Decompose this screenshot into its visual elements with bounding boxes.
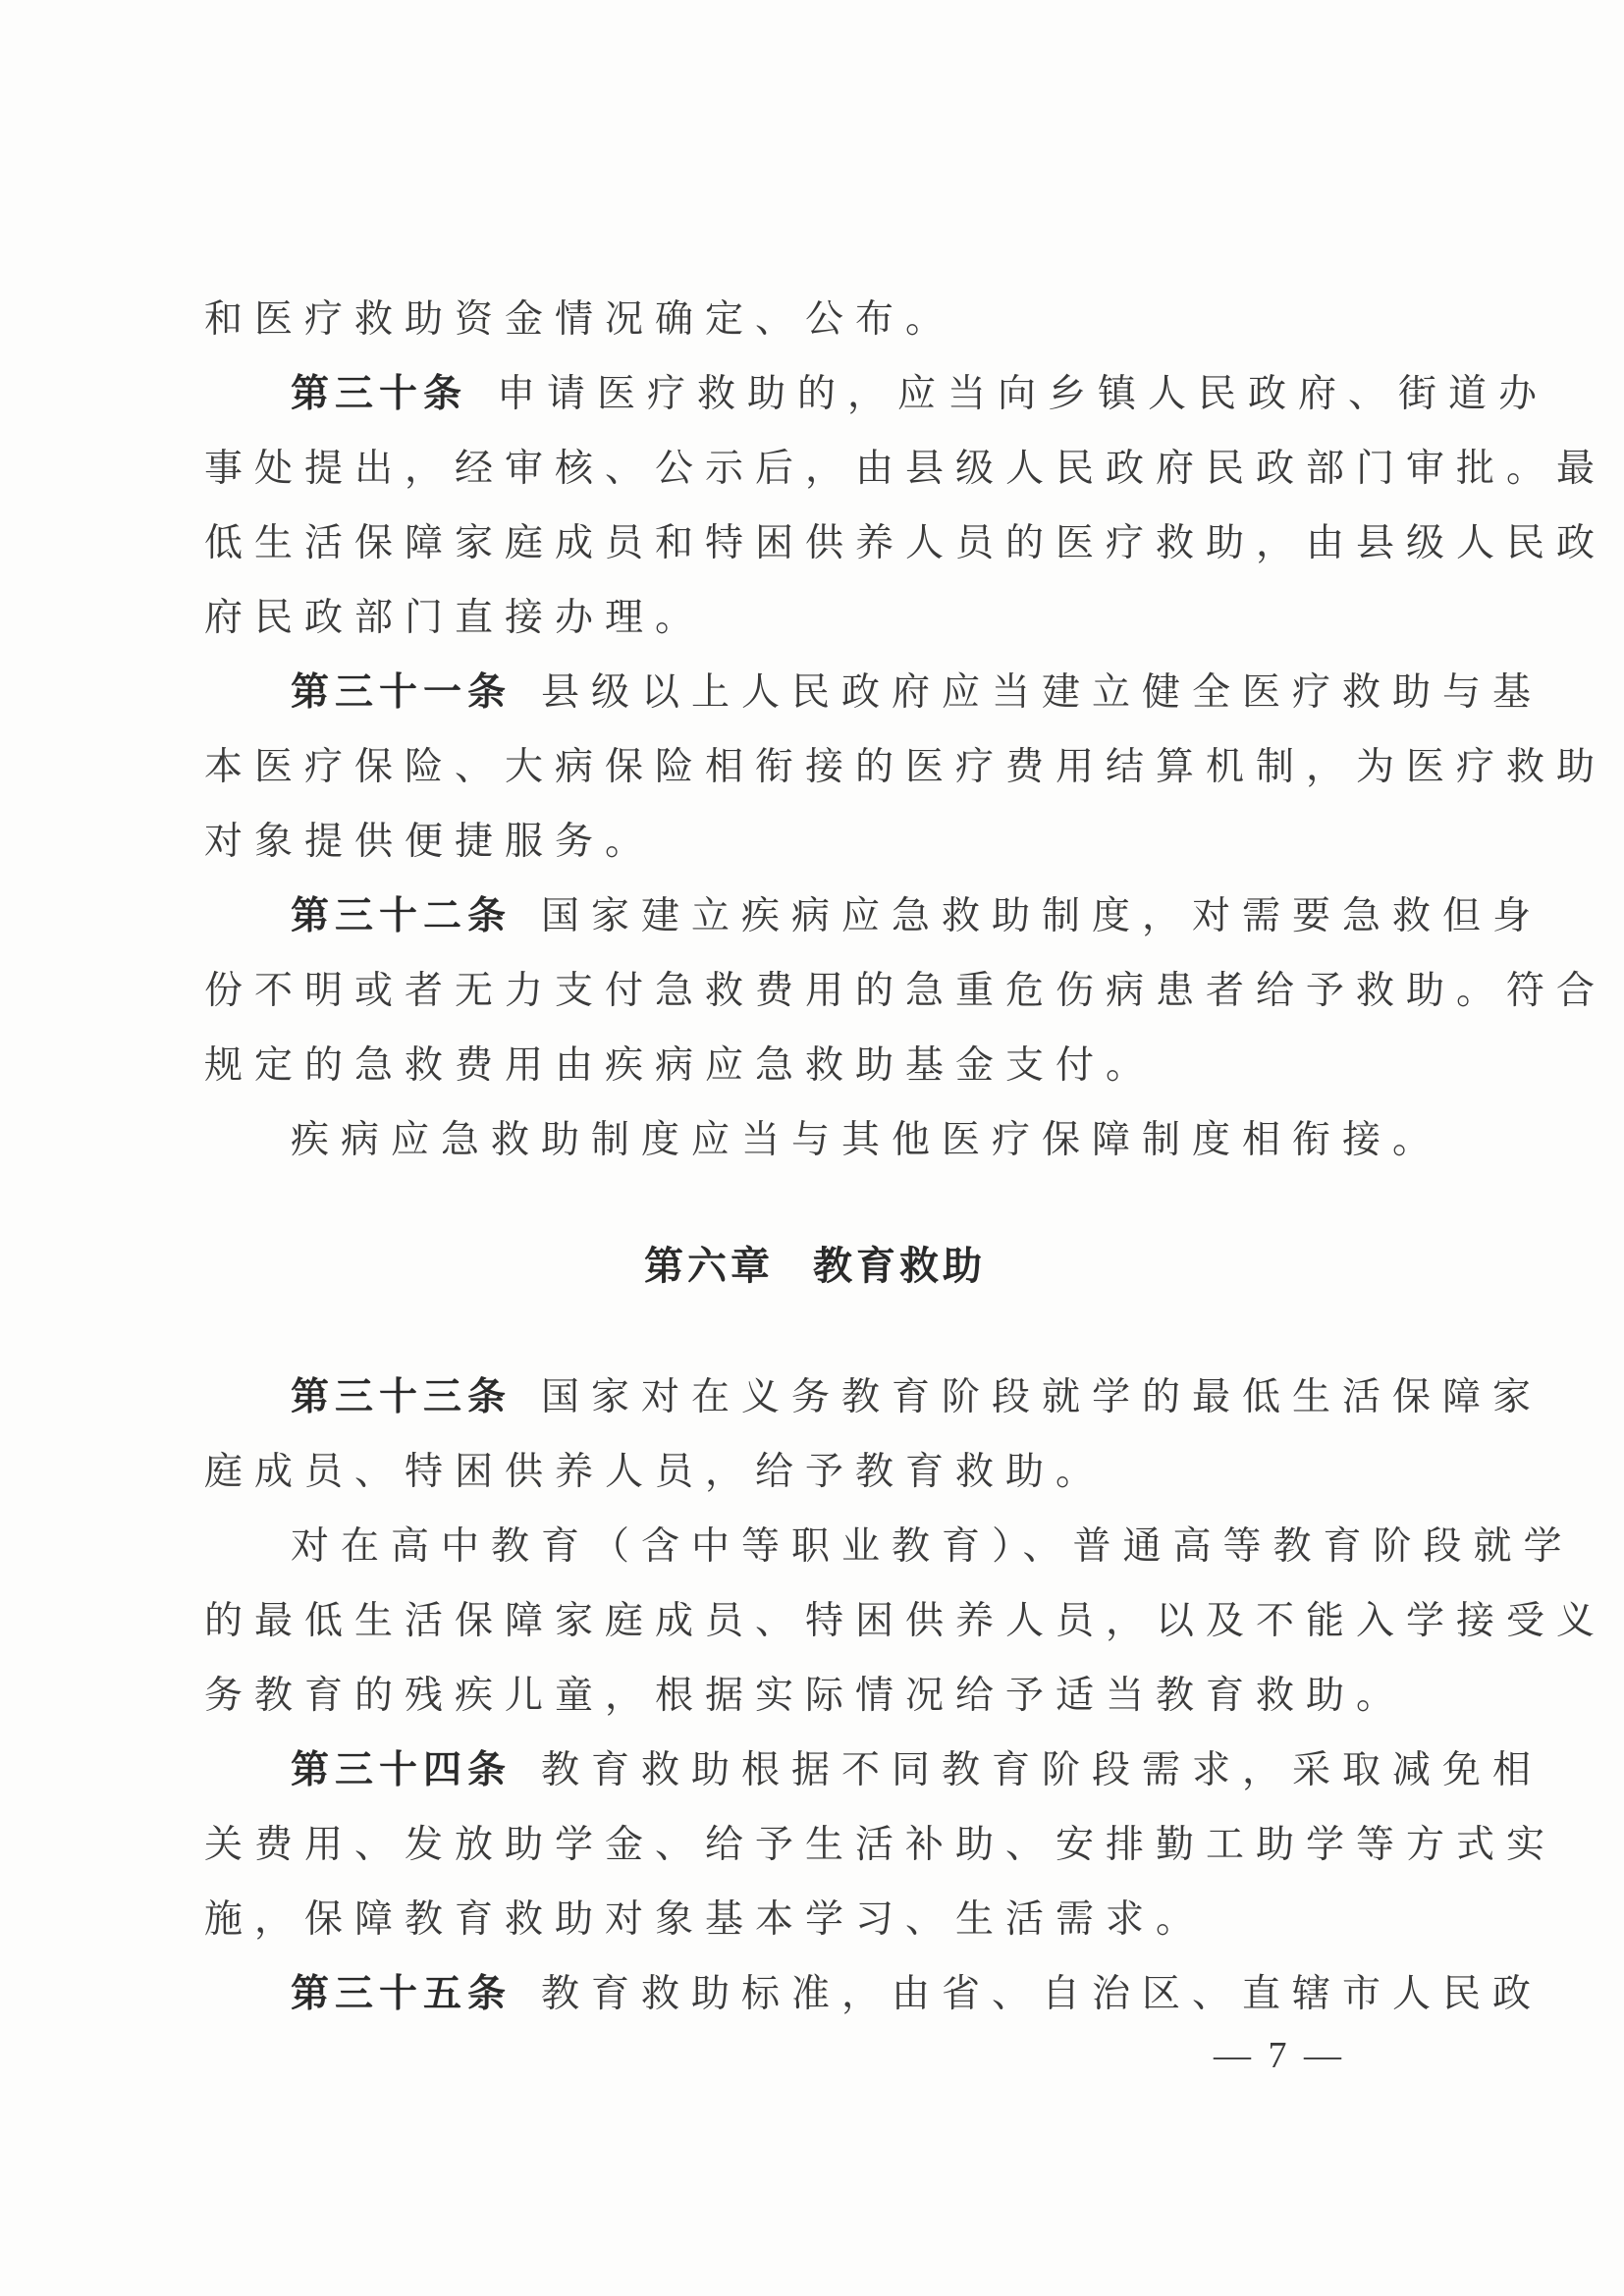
paragraph-line: 低生活保障家庭成员和特困供养人员的医疗救助，由县级人民政: [204, 521, 1607, 565]
article-34-first-line: [204, 1734, 1543, 1808]
chapter-heading: [204, 1235, 1426, 1291]
paragraph-line: 施，保障教育救助对象基本学习、生活需求。: [204, 1897, 1207, 1942]
paragraph-line: 本医疗保险、大病保险相衔接的医疗费用结算机制，为医疗救助: [204, 745, 1607, 789]
article-33-first-line: [204, 1361, 1543, 1435]
paragraph-line: 对象提供便捷服务。: [204, 820, 656, 864]
text-section-top: [204, 283, 1607, 1178]
paragraph-line: 份不明或者无力支付急救费用的急重危伤病患者给予救助。符合: [204, 969, 1607, 1013]
paragraph-text: 国家建立疾病应急救助制度，对需要急救但身: [541, 894, 1543, 938]
paragraph-line: 事处提出，经审核、公示后，由县级人民政府民政部门审批。最: [204, 447, 1607, 491]
paragraph-line: 疾病应急救助制度应当与其他医疗保障制度相衔接。: [291, 1118, 1443, 1162]
paragraph-line: 对在高中教育（含中等职业教育）、普通高等教育阶段就学: [291, 1524, 1574, 1569]
article-number: 第三十五条: [291, 1972, 513, 2016]
article-32-first-line: [204, 880, 1543, 954]
paragraph-line: 规定的急救费用由疾病应急救助基金支付。: [204, 1043, 1157, 1088]
paragraph-text: 教育救助标准，由省、自治区、直辖市人民政: [541, 1972, 1543, 2016]
paragraph-text: 教育救助根据不同教育阶段需求，采取减免相: [541, 1748, 1543, 1792]
chapter-number: 第六章: [644, 1244, 774, 1289]
article-35-first-line: [204, 1957, 1543, 2032]
paragraph-text: 县级以上人民政府应当建立健全医疗救助与基: [541, 670, 1543, 715]
paragraph-line: 关费用、发放助学金、给予生活补助、安排勤工助学等方式实: [204, 1823, 1557, 1867]
article-number: 第三十条: [291, 372, 468, 416]
paragraph-line: 庭成员、特困供养人员，给予教育救助。: [204, 1450, 1107, 1494]
text-section-bottom: [204, 1361, 1607, 2032]
paragraph-line: 和医疗救助资金情况确定、公布。: [204, 297, 956, 342]
article-number: 第三十一条: [291, 670, 513, 715]
paragraph-line: 府民政部门直接办理。: [204, 596, 706, 640]
page-number: — 7 —: [1214, 2035, 1345, 2076]
paragraph-text: 申请医疗救助的，应当向乡镇人民政府、街道办: [497, 372, 1549, 416]
paragraph-line: 的最低生活保障家庭成员、特困供养人员，以及不能入学接受义: [204, 1599, 1607, 1643]
article-number: 第三十三条: [291, 1375, 513, 1419]
paragraph-text: 国家对在义务教育阶段就学的最低生活保障家: [541, 1375, 1543, 1419]
paragraph-line: 务教育的残疾儿童，根据实际情况给予适当教育救助。: [204, 1674, 1407, 1718]
article-30-first-line: [204, 357, 1549, 432]
article-31-first-line: [204, 656, 1543, 730]
article-number: 第三十二条: [291, 894, 513, 938]
article-number: 第三十四条: [291, 1748, 513, 1792]
chapter-title: 教育救助: [813, 1244, 986, 1289]
